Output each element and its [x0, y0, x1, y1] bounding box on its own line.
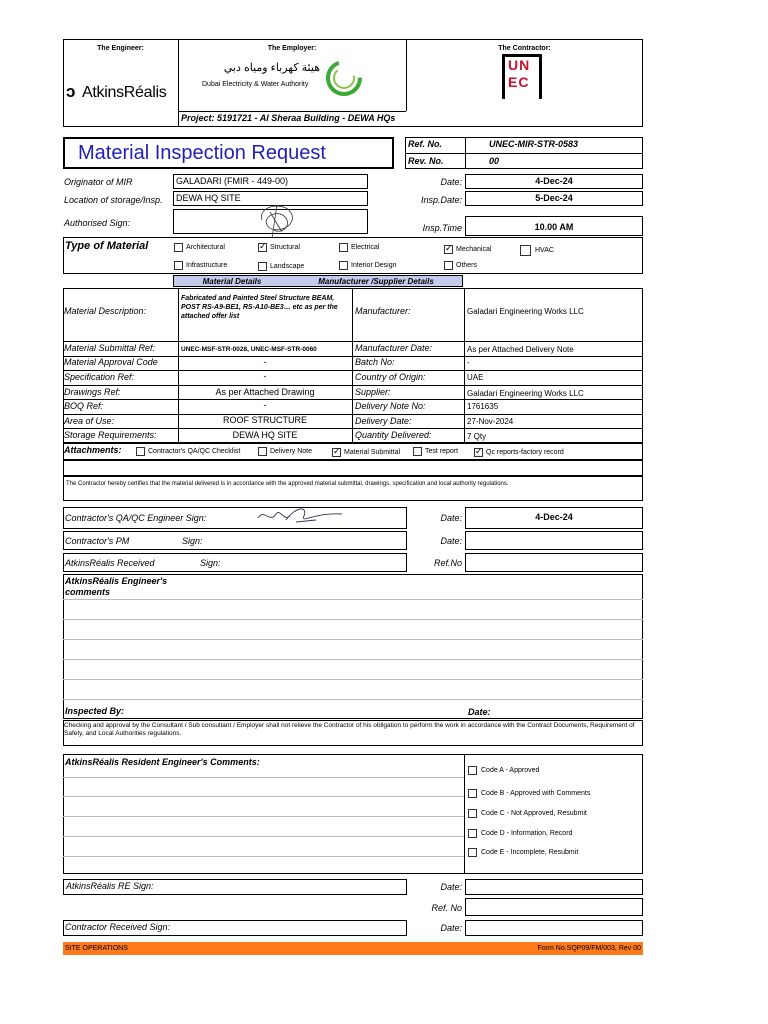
checkbox-electrical[interactable] — [339, 243, 348, 252]
re-date-label: Date: — [440, 882, 462, 892]
location-label: Location of storage/Insp. — [64, 195, 163, 205]
footer-left: SITE OPERATIONS — [65, 945, 128, 952]
checkbox-interior-design[interactable] — [339, 261, 348, 270]
delivery-date-label: Delivery Date: — [355, 416, 412, 426]
authorised-label: Authorised Sign: — [64, 218, 131, 228]
pm-label: Contractor's PM — [65, 536, 130, 546]
code-d-label: Code D - Information, Record — [481, 830, 573, 837]
attachment-material-submittal-label: Material Submittal — [344, 449, 401, 456]
checkbox-hvac[interactable] — [520, 245, 531, 256]
supplier-label: Supplier: — [355, 387, 391, 397]
ref-value: UNEC-MIR-STR-0583 — [489, 139, 579, 149]
checkbox-structural[interactable] — [258, 243, 267, 252]
description-label: Material Description: — [64, 306, 147, 316]
received-ref-label: Ref.No — [433, 558, 462, 568]
option-electrical-label: Electrical — [351, 244, 380, 251]
attachment-qc-reports-label: Qc reports-factory record — [486, 449, 564, 456]
qaqc-date-value: 4-Dec-24 — [535, 512, 573, 522]
re-date-field — [465, 879, 643, 895]
resident-comments-label: AtkinsRéalis Resident Engineer's Comments: — [65, 757, 260, 767]
inspected-by-label: Inspected By: — [65, 706, 125, 716]
received-ref-field — [465, 553, 643, 572]
checkbox-landscape[interactable] — [258, 262, 267, 271]
pm-date-label: Date: — [440, 536, 462, 546]
engineer-label: The Engineer: — [97, 45, 144, 52]
checkbox-others[interactable] — [444, 261, 453, 270]
location-value: DEWA HQ SITE — [176, 193, 241, 203]
insp-date-value: 5-Dec-24 — [535, 193, 573, 203]
option-infrastructure-label: Infrastructure — [186, 262, 228, 269]
date-label: Date: — [440, 177, 462, 187]
dewa-emblem-icon — [324, 58, 364, 98]
mfr-date-label: Manufacturer Date: — [355, 343, 433, 353]
atkins-logo: ↄ AtkinsRéalis — [66, 82, 167, 101]
contractor-received-label: Contractor Received Sign: — [65, 922, 171, 932]
inspected-date-label: Date: — [468, 707, 491, 717]
storage-label: Storage Requirements: — [64, 430, 157, 440]
footer-right: Form No.SQP09/FM/003, Rev 00 — [537, 945, 641, 952]
originator-label: Originator of MIR — [64, 177, 133, 187]
checkbox-qaqc-checklist[interactable] — [136, 447, 145, 456]
rev-value: 00 — [489, 156, 500, 166]
employer-label: The Employer: — [267, 45, 317, 52]
spec-value: - — [263, 371, 267, 381]
checkbox-code-b[interactable] — [468, 789, 477, 798]
description-value: Fabricated and Painted Steel Structure BEAM, POST RS-A9-BE1, RS-A10-BE3… etc as per the attached offer list — [181, 295, 338, 320]
project-title: Project: 5191721 - Al Sheraa Building - DEWA HQs — [181, 113, 396, 123]
storage-value: DEWA HQ SITE — [232, 430, 298, 440]
empty-row — [63, 460, 643, 476]
received-sign-label: Sign: — [200, 558, 221, 568]
option-architectural-label: Architectural — [186, 244, 225, 251]
submittal-value: UNEC-MSF-STR-0028, UNEC-MSF-STR-0060 — [181, 346, 317, 353]
qty-label: Quantity Delivered: — [355, 430, 432, 440]
ref-label: Ref. No. — [408, 139, 443, 149]
qaqc-date-label: Date: — [440, 513, 462, 523]
option-mechanical-label: Mechanical — [456, 246, 492, 253]
origin-label: Country of Origin: — [355, 372, 426, 382]
manufacturer-value: Galadari Engineering Works LLC — [467, 307, 584, 316]
page-title: Material Inspection Request — [78, 142, 326, 164]
attachment-test-report-label: Test report — [425, 448, 459, 455]
code-a-label: Code A - Approved — [481, 767, 540, 774]
contractor-date-label: Date: — [440, 923, 462, 933]
option-others-label: Others — [456, 262, 478, 269]
batch-value: - — [467, 358, 470, 367]
batch-label: Batch No: — [355, 357, 395, 367]
area-value: ROOF STRUCTURE — [223, 415, 307, 425]
engineer-comments-label: AtkinsRéalis Engineer's comments — [65, 576, 168, 597]
checkbox-test-report[interactable] — [413, 447, 422, 456]
pm-sign-label: Sign: — [182, 536, 203, 546]
qty-value: 7 Qty — [467, 432, 487, 441]
drawings-value: As per Attached Drawing — [215, 387, 315, 397]
disclaimer-text: Checking and approval by the Consultant / Sub consultant / Employer shall not relieve the Contractor of his obligation to perform the work in accordance with the Contract Documents, Requirement of Safety, and Local Authorities regulations. — [64, 722, 635, 737]
ref-no-field — [465, 898, 643, 916]
option-interior-design-label: Interior Design — [351, 262, 397, 269]
option-hvac-label: HVAC — [535, 247, 554, 254]
date-value: 4-Dec-24 — [535, 176, 573, 186]
option-landscape-label: Landscape — [270, 263, 305, 270]
checkbox-code-c[interactable] — [468, 809, 477, 818]
contractor-label: The Contractor: — [498, 45, 551, 52]
dewa-logo: هيئة كهرباء ومياه دبي Dubai Electricity & Water Authority — [200, 58, 370, 98]
pm-date-field — [465, 531, 643, 550]
ref-no-label: Ref. No — [431, 903, 462, 913]
signature-icon — [252, 200, 302, 240]
supplier-value: Galadari Engineering Works LLC — [467, 389, 584, 398]
mfr-date-value: As per Attached Delivery Note — [467, 345, 574, 354]
option-structural-label: Structural — [270, 244, 300, 251]
manufacturer-details-header: Manufacturer /Supplier Details — [318, 277, 434, 286]
contractor-date-field — [465, 920, 643, 936]
area-label: Area of Use: — [64, 416, 115, 426]
boq-value: - — [263, 400, 267, 410]
unec-logo: UN EC — [499, 54, 545, 100]
checkbox-material-submittal[interactable] — [332, 448, 341, 457]
checkbox-code-e[interactable] — [468, 848, 477, 857]
atkins-logo-mark-icon: ↄ — [66, 82, 76, 101]
attachment-delivery-note-label: Delivery Note — [270, 448, 313, 455]
code-c-label: Code C - Not Approved, Resubmit — [481, 810, 587, 817]
attachments-label: Attachments: — [64, 445, 122, 455]
submittal-label: Material Submittal Ref: — [64, 343, 156, 353]
approval-value: - — [263, 357, 267, 367]
dn-value: 1761635 — [467, 402, 499, 411]
checkbox-code-a[interactable] — [468, 766, 477, 775]
type-of-material-label: Type of Material — [65, 240, 149, 252]
received-label: AtkinsRéalis Received — [65, 558, 155, 568]
code-e-label: Code E - Incomplete, Resubmit — [481, 849, 579, 856]
qaqc-signature-icon — [256, 502, 346, 530]
insp-time-label: Insp.Time — [422, 223, 462, 233]
checkbox-mechanical[interactable] — [444, 245, 453, 254]
checkbox-infrastructure[interactable] — [174, 261, 183, 270]
attachment-qaqc-label: Contractor's QA/QC Checklist — [148, 448, 241, 455]
re-sign-label: AtkinsRéalis RE Sign: — [66, 881, 154, 891]
rev-label: Rev. No. — [408, 156, 444, 166]
insp-date-label: Insp.Date: — [420, 195, 462, 205]
origin-value: UAE — [467, 373, 484, 382]
boq-label: BOQ Ref: — [64, 401, 104, 411]
approval-label: Material Approval Code — [64, 357, 158, 367]
dn-label: Delivery Note No: — [355, 401, 426, 411]
material-details-header: Material Details — [202, 277, 262, 286]
certify-text: The Contractor hereby certifies that the material delivered is in accordance with the approved material submittal, drawings, specification and local authority regulations. — [66, 481, 509, 487]
spec-label: Specification Ref: — [64, 372, 135, 382]
checkbox-qc-reports[interactable] — [474, 448, 483, 457]
manufacturer-label: Manufacturer: — [355, 306, 411, 316]
qaqc-sign-label: Contractor's QA/QC Engineer Sign: — [65, 513, 207, 523]
originator-value: GALADARI (FMIR - 449-00) — [176, 176, 289, 186]
checkbox-delivery-note[interactable] — [258, 447, 267, 456]
drawings-label: Drawings Ref: — [64, 387, 121, 397]
checkbox-code-d[interactable] — [468, 829, 477, 838]
code-b-label: Code B - Approved with Comments — [481, 790, 591, 797]
delivery-date-value: 27-Nov-2024 — [467, 417, 514, 426]
insp-time-value: 10.00 AM — [534, 222, 574, 232]
checkbox-architectural[interactable] — [174, 243, 183, 252]
